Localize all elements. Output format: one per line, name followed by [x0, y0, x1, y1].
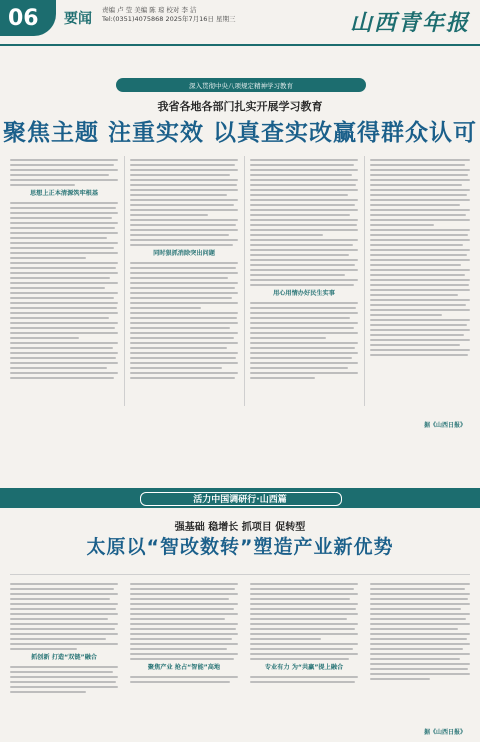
column-rule	[244, 156, 245, 406]
bottom-column-3	[250, 580, 358, 730]
bottom-headline: 太原以“智改数转”塑造产业新优势	[86, 536, 394, 558]
top-subhead-3: 用心用情办好民生实事	[273, 290, 335, 297]
bottom-subhead-1: 抓创新 打造“双链”融合	[31, 654, 97, 661]
top-story-credit: 据《山西日报》	[423, 422, 466, 429]
editor-line-1: 责编 卢 莹 美编 陈 琼 校对 李 洁	[102, 6, 197, 14]
bottom-subhead-3: 专业有力 为“共赢”提上融合	[264, 664, 344, 671]
top-subhead-1: 思想上正本清源筑牢根基	[29, 190, 99, 197]
top-subtitle: 我省各地各部门扎实开展学习教育	[157, 100, 323, 113]
top-column-4	[370, 156, 470, 418]
bottom-column-1	[10, 580, 118, 730]
column-rule	[364, 156, 365, 406]
headline-rule	[10, 574, 470, 575]
column-rule	[124, 156, 125, 406]
page-number: 06	[0, 0, 56, 36]
masthead-logo: 山西青年报	[349, 10, 470, 36]
editor-credits	[102, 6, 236, 24]
top-kicker: 深入贯彻中央八项规定精神学习教育	[116, 78, 366, 92]
editor-line-2: Tel:(0351)4075868 2025年7月16日 星期三	[102, 15, 236, 23]
top-subhead-2: 同时狠抓消除突出问题	[153, 250, 215, 257]
bottom-story-credit: 据《山西日报》	[423, 729, 466, 736]
bottom-column-4	[370, 580, 470, 720]
top-column-2	[130, 156, 238, 486]
section-name: 要闻	[64, 11, 92, 27]
page-header	[0, 0, 480, 46]
bottom-column-2	[130, 580, 238, 730]
top-column-3	[250, 156, 358, 486]
top-headline: 聚焦主题 注重实效 以真查实改赢得群众认可	[2, 120, 477, 146]
bottom-subtitle: 强基础 稳增长 抓项目 促转型	[174, 522, 306, 533]
banner-label: 活力中国调研行·山西篇	[193, 494, 287, 505]
top-column-1	[10, 156, 118, 486]
bottom-subhead-2: 聚焦产业 抢占“智能”高地	[147, 664, 221, 671]
